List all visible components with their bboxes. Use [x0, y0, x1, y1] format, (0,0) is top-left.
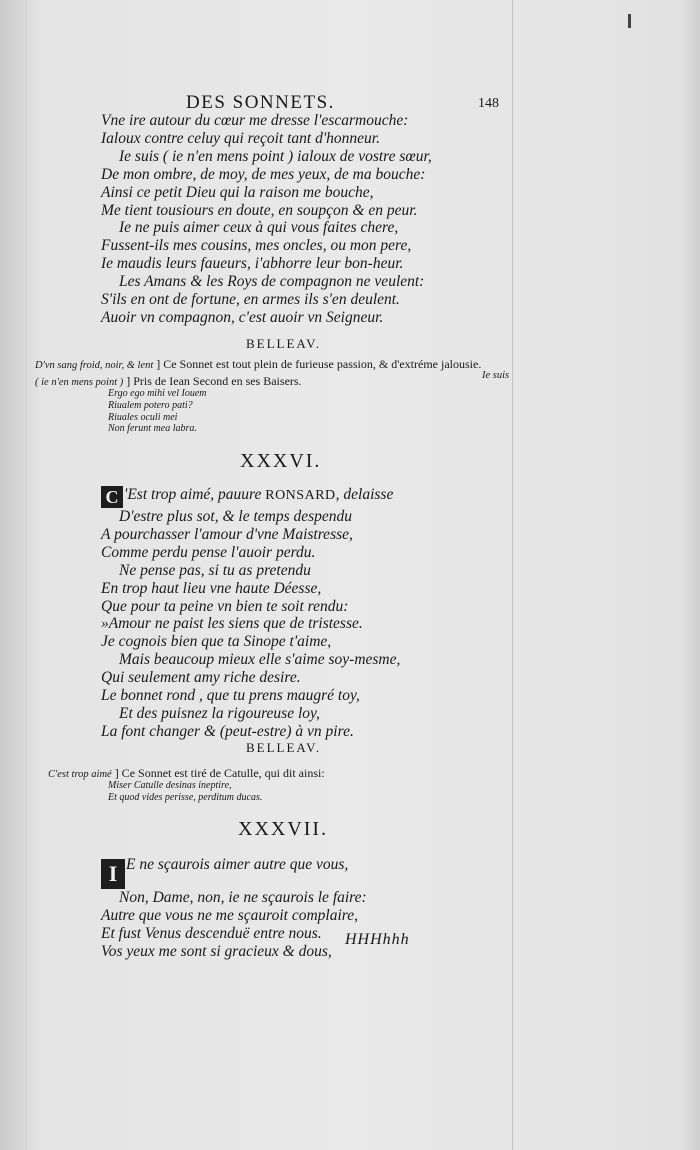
verse-line: Vos yeux me sont si gracieux & dous, [101, 942, 332, 960]
verse-line: Vne ire autour du cœur me dresse l'escarmouche: [101, 112, 409, 129]
sonnet-continuation [101, 112, 432, 327]
sonnet-36 [101, 486, 400, 741]
verse-line: A pourchasser l'amour d'vne Maistresse, [101, 525, 353, 543]
drop-capital: C [101, 486, 123, 508]
verse-line: Qui seulement amy riche desire. [101, 669, 301, 687]
page-number: 148 [478, 96, 499, 111]
verse-line: La font changer & (peut-estre) à vn pire. [101, 722, 354, 740]
verse-line: Le bonnet rond , que tu prens maugré toy, [101, 687, 360, 705]
verse-line: Mais beaucoup mieux elle s'aime soy-mesme, [119, 651, 401, 669]
drop-capital: I [101, 859, 125, 889]
note-text: ] Pris de Iean Second en ses Baisers. [126, 373, 302, 388]
verse-line: En trop haut lieu vne haute Déesse, [101, 579, 322, 597]
verse-line: Me tient tousiours en doute, en soupçon & en peur. [101, 201, 418, 219]
commentary-heading: BELLEAV. [246, 740, 322, 755]
note-text: ] Ce Sonnet est tout plein de furieuse passion, & d'extréme jalousie. [156, 357, 482, 371]
verse-line: Ne pense pas, si tu as pretendu [119, 561, 311, 579]
verse-line: »Amour ne paist les siens que de tristesse. [101, 615, 363, 633]
running-header: DES SONNETS. [186, 92, 335, 113]
verse-line: Auoir vn compagnon, c'est auoir vn Seigneur. [101, 308, 384, 326]
sonnet-body [101, 889, 367, 961]
sonnet-first-line: I E ne sçaurois aimer autre que vous, [101, 856, 367, 889]
verse-line: Et des puisnez la rigoureuse loy, [119, 704, 320, 722]
author-name: RONSARD [265, 488, 336, 503]
verse-line: Autre que vous ne me sçauroit complaire, [101, 906, 358, 924]
verse-line: Les Amans & les Roys de compagnon ne veulent: [119, 273, 425, 291]
verse-line: Comme perdu pense l'auoir perdu. [101, 543, 316, 561]
verse-line: Et fust Venus descenduë entre nous. [101, 924, 322, 942]
note-lemma: D'vn sang froid, noir, & lent [35, 360, 154, 371]
verse-line: Ialoux contre celuy qui reçoit tant d'honneur. [101, 129, 380, 147]
verse-line: Ie suis ( ie n'en mens point ) ialoux de vostre sœur, [119, 147, 432, 165]
latin-quotation [108, 388, 207, 435]
note-lemma: ( ie n'en mens point ) [35, 376, 124, 388]
note-text: ] Ce Sonnet est tiré de Catulle, qui dit ainsi: [114, 766, 325, 780]
verse-line: Non, Dame, non, ie ne sçaurois le faire: [119, 889, 367, 906]
note-lemma: C'est trop aimé [48, 769, 112, 780]
latin-quotation [108, 780, 262, 804]
verse-line: Non ferunt mea labra. [108, 423, 197, 435]
sonnet-37 [101, 856, 367, 961]
verse-line: D'estre plus sot, & le temps despendu [119, 508, 353, 525]
verse-line: Ergo ego mihi vel Iouem [108, 388, 207, 399]
edge-mark [628, 14, 631, 28]
verse-line: Miser Catulle desinas ineptire, [108, 780, 232, 791]
verse-line: Et quod vides perisse, perditum ducas. [108, 791, 263, 803]
verse-line: Je cognois bien que ta Sinope t'aime, [101, 633, 332, 651]
verse-line: Ainsi ce petit Dieu qui la raison me bouche, [101, 183, 374, 201]
catchword: HHHhhh [345, 931, 410, 948]
verse-line: Ie ne puis aimer ceux à qui vous faites chere, [119, 219, 399, 237]
sonnet-number: XXXVII. [238, 818, 329, 840]
verse-line: Que pour ta peine vn bien te soit rendu: [101, 597, 349, 615]
fold-line [512, 0, 513, 1150]
verse-line: S'ils en ont de fortune, en armes ils s'en deulent. [101, 291, 400, 309]
commentary-heading: BELLEAV. [246, 336, 322, 351]
sonnet-number: XXXVI. [240, 450, 322, 472]
verse-line: De mon ombre, de moy, de mes yeux, de ma bouche: [101, 165, 426, 183]
note-lemma-right: Ie suis [482, 370, 510, 381]
sonnet-first-line: C 'Est trop aimé, pauure RONSARD, delaisse [101, 486, 400, 508]
commentary-note [35, 357, 695, 390]
verse-line: Ie maudis leurs faueurs, i'abhorre leur bon-heur. [101, 255, 404, 273]
verse-line: Fussent-ils mes cousins, mes oncles, ou mon pere, [101, 237, 412, 255]
verse-line: Riualem potero pati? [108, 399, 193, 411]
verse-line: Riuales oculi mei [108, 411, 178, 423]
margin-line [26, 0, 27, 1150]
sonnet-body [101, 508, 400, 741]
